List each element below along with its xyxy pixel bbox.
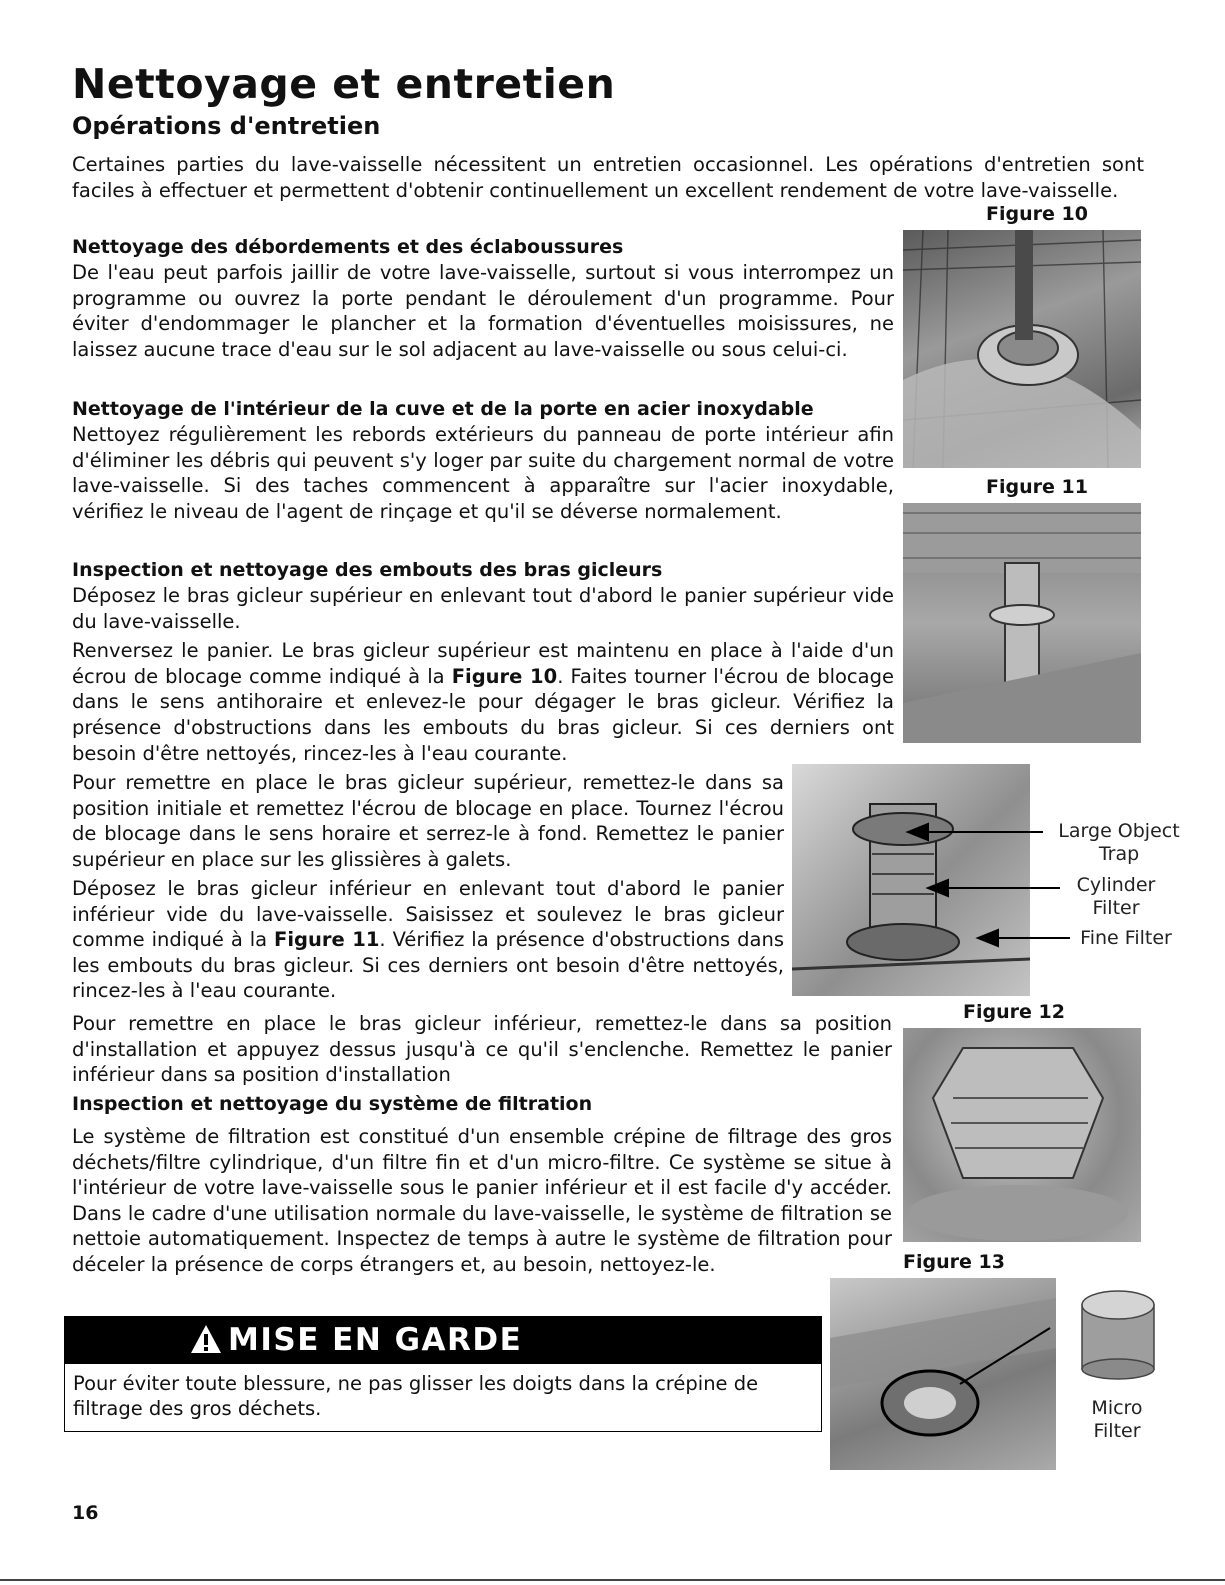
warning-triangle-icon [190, 1324, 222, 1354]
spray-arms-section [72, 558, 894, 766]
filtration-paragraph: Le système de filtration est constitué d'un ensemble crépine de filtrage des gros déchets/filtre cylindrique, d'un filtre fin et d'un micro-filtre. Ce système se situe à l'intérieur de votre lave-vaisselle sous le panier inférieur et il est facile d'y accéder. Dans le cadre d'une utilisation normale du lave-vaisselle, le système de filtration se nettoie automatiquement. Inspectez de temps à autre le système de filtration pour déceler la présence de corps étrangers et, au besoin, nettoyez-le. [72, 1125, 892, 1276]
text-run: . Faites tourner l'écrou de blocage dans le sens antihoraire et enlevez-le pour dégager le bras gicleur. Vérifiez la présence d'obstructions dans les embouts du bras gicleur. Si ces derniers ont besoin d'être nettoyés, rincez-les à l'eau courante. [72, 664, 894, 765]
spray-arms-paragraph-2 [72, 638, 894, 766]
spills-section [72, 235, 894, 362]
callout-micro-filter: Micro Filter [1091, 1397, 1143, 1442]
callout-cylinder-filter: Cylinder Filter [1076, 874, 1156, 919]
warning-text: Pour éviter toute blessure, ne pas glisser les doigts dans la crépine de filtrage des gros déchets. [73, 1372, 759, 1420]
spray-arms-paragraph-5: Pour remettre en place le bras gicleur inférieur, remettez-le dans sa position d'installation et appuyez dessus jusqu'à ce qu'il s'enclenche. Remettez le panier inférieur dans sa position d'installation [72, 1012, 892, 1087]
section-title: Opérations d'entretien [72, 112, 381, 140]
page-title: Nettoyage et entretien [72, 60, 616, 108]
filtration-heading: Inspection et nettoyage du système de filtration [72, 1093, 593, 1115]
filter-closeup-illustration [903, 1028, 1141, 1242]
figure-reference: Figure 10 [451, 664, 558, 688]
spray-arms-paragraph-4 [72, 876, 784, 1004]
page-number: 16 [72, 1502, 99, 1524]
warning-title: MISE EN GARDE [228, 1322, 523, 1358]
micro-filter-location-illustration [830, 1278, 1056, 1470]
callout-fine-filter: Fine Filter [1080, 927, 1172, 949]
filtration-section [72, 1092, 894, 1117]
spray-arm-nut-illustration [903, 230, 1141, 468]
warning-box [64, 1364, 822, 1432]
figure-13-photo [830, 1278, 1056, 1470]
stainless-section [72, 397, 894, 524]
text-run: Renversez le panier. Le bras gicleur supérieur est maintenu en place à l'aide d'un écrou de blocage comme indiqué à la [72, 639, 894, 688]
figure-10-photo [903, 230, 1141, 468]
micro-filter-photo [1072, 1285, 1164, 1381]
figure-reference: Figure 11 [274, 928, 380, 952]
spray-arms-paragraph-3: Pour remettre en place le bras gicleur supérieur, remettez-le dans sa position initiale et remettez l'écrou de blocage en place. Tournez l'écrou de blocage dans le sens horaire et serrez-le à fond. Remettez le panier supérieur en place sur les glissières à galets. [72, 771, 784, 871]
stainless-heading: Nettoyage de l'intérieur de la cuve et de la porte en acier inoxydable [72, 398, 814, 420]
lower-spray-arm-illustration [903, 503, 1141, 743]
spray-arms-paragraph-1: Déposez le bras gicleur supérieur en enlevant tout d'abord le panier supérieur vide du lave-vaisselle. [72, 584, 894, 633]
figure-13-label: Figure 13 [903, 1251, 1005, 1273]
figure-11-photo [903, 503, 1141, 743]
figure-10-label: Figure 10 [986, 203, 1088, 225]
spray-arms-heading: Inspection et nettoyage des embouts des bras gicleurs [72, 559, 663, 581]
intro-paragraph: Certaines parties du lave-vaisselle nécessitent un entretien occasionnel. Les opérations d'entretien sont faciles à effectuer et permettent d'obtenir continuellement un excellent rendement de votre lave-vaisselle. [72, 153, 1144, 202]
text-run: . Vérifiez la présence d'obstructions dans les embouts du bras gicleur. Si ces derniers ont besoin d'être nettoyés, rincez-les à l'eau courante. [72, 928, 784, 1003]
callout-large-object-trap: Large Object Trap [1058, 820, 1180, 865]
figure-12-label: Figure 12 [963, 1001, 1065, 1023]
micro-filter-illustration [1072, 1285, 1164, 1381]
warning-banner [64, 1316, 822, 1364]
spills-heading: Nettoyage des débordements et des éclaboussures [72, 236, 624, 258]
text-run: Déposez le bras gicleur inférieur en enlevant tout d'abord le panier inférieur vide du lave-vaisselle. Saisissez et soulevez le bras gicleur comme indiqué à la [72, 877, 784, 952]
stainless-paragraph: Nettoyez régulièrement les rebords extérieurs du panneau de porte intérieur afin d'éliminer les débris qui peuvent s'y loger par suite du chargement normal de votre lave-vaisselle. Si des taches commencent à apparaître sur l'acier inoxydable, vérifiez le niveau de l'agent de rinçage et qu'il se déverse normalement. [72, 423, 894, 523]
figure-11-label: Figure 11 [986, 476, 1088, 498]
figure-12-photo [903, 1028, 1141, 1242]
page-bottom-rule [0, 1579, 1225, 1581]
spills-paragraph: De l'eau peut parfois jaillir de votre lave-vaisselle, surtout si vous interrompez un programme ou ouvrez la porte pendant le déroulement d'un programme. Pour éviter d'endommager le plancher et la formation d'éventuelles moisissures, ne laissez aucune trace d'eau sur le sol adjacent au lave-vaisselle ou sous celui-ci. [72, 261, 894, 361]
